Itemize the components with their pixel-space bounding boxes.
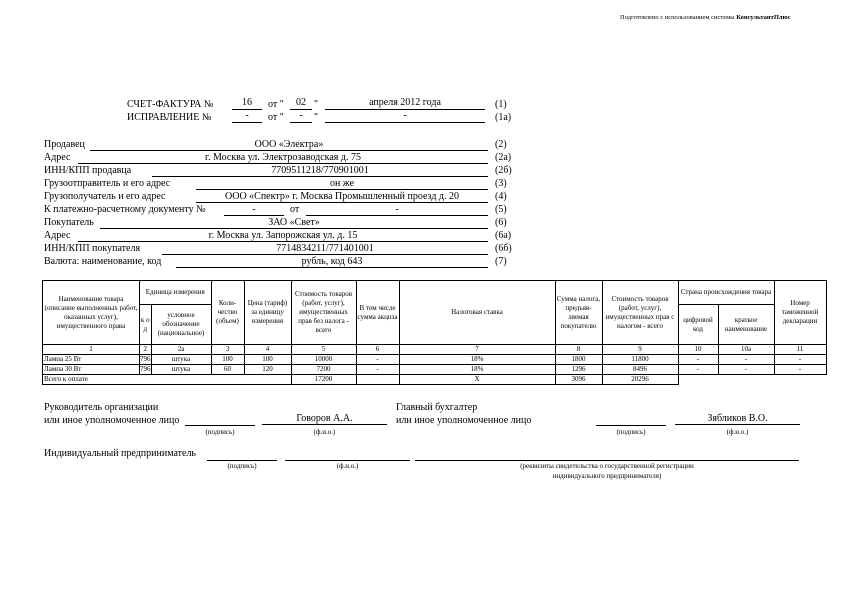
head-fio-hint: (ф.и.о.) <box>313 428 336 436</box>
row-excise: - <box>356 365 399 375</box>
buyer-address-label: Адрес <box>44 230 71 241</box>
buyer-value: ЗАО «Свет» <box>100 217 488 229</box>
column-number: 6 <box>356 345 399 355</box>
header-cost-with-tax: Стоимость товаров (работ, услуг), имущественных прав с налогом - всего <box>602 281 678 345</box>
invoice-number: 16 <box>232 97 262 110</box>
header-customs: Номер таможенной декларации <box>774 281 826 345</box>
head-label-2: или иное уполномоченное лицо <box>44 415 180 426</box>
invoice-code: (1) <box>495 99 507 110</box>
shipper-code: (3) <box>495 178 507 189</box>
credit-prefix: Подготовлено с использованием системы <box>620 14 735 21</box>
row-unit-code: 796 <box>140 365 151 373</box>
accountant-name: Зябликов В.О. <box>675 413 800 425</box>
correction-day: - <box>290 110 312 123</box>
currency-code: (7) <box>495 256 507 267</box>
shipper-label: Грузоотправитель и его адрес <box>44 178 171 189</box>
column-number: 11 <box>774 345 826 355</box>
buyer-label: Покупатель <box>44 217 94 228</box>
payment-doc-number: - <box>224 204 284 216</box>
invoice-quote: " <box>314 99 319 110</box>
row-total: 11800 <box>602 355 678 365</box>
invoice-day: 02 <box>290 97 312 110</box>
shipper-value: он же <box>196 178 488 190</box>
header-name: Наименование товара (описание выполненных работ, оказанных услуг), имущественного права <box>43 281 140 345</box>
seller-address-value: г. Москва ул. Электрозаводская д. 75 <box>78 152 488 164</box>
buyer-address-code: (6а) <box>495 230 512 241</box>
invoice-title: СЧЕТ-ФАКТУРА № <box>127 99 214 110</box>
seller-address-code: (2а) <box>495 152 512 163</box>
currency-label: Валюта: наименование, код <box>44 256 162 267</box>
header-unit-name: условное обозначение (национальное) <box>151 305 211 345</box>
row-country-name: - <box>718 365 774 375</box>
column-number: 4 <box>244 345 291 355</box>
total-tax: 3096 <box>555 375 602 385</box>
accountant-label-2: или иное уполномоченное лицо <box>396 415 532 426</box>
correction-from-label: от " <box>268 112 284 123</box>
header-tax-rate: Налоговая ставка <box>399 281 555 345</box>
buyer-inn-value: 7714834211/771401001 <box>162 243 488 255</box>
requisites-hint-1: (реквизиты свидетельства о государственной регистрации <box>520 462 694 470</box>
payment-doc-code: (5) <box>495 204 507 215</box>
header-qty: Коли- чество (объем) <box>211 281 244 345</box>
seller-code: (2) <box>495 139 507 150</box>
total-row <box>43 375 827 385</box>
payment-doc-label: К платежно-расчетному документу № <box>44 204 206 215</box>
row-qty: 100 <box>211 355 244 365</box>
row-price: 100 <box>244 355 291 365</box>
payment-doc-date: - <box>306 204 488 216</box>
header-unit: Единица измерения <box>140 281 212 305</box>
entrepreneur-sign-hint: (подпись) <box>227 462 257 470</box>
buyer-code: (6) <box>495 217 507 228</box>
entrepreneur-label: Индивидуальный предприниматель <box>44 448 196 459</box>
correction-code: (1а) <box>495 112 512 123</box>
entrepreneur-signature-line <box>207 460 277 461</box>
column-number: 2а <box>151 345 211 355</box>
seller-value: ООО «Электра» <box>90 139 488 151</box>
column-number: 8 <box>555 345 602 355</box>
head-label-1: Руководитель организации <box>44 402 159 413</box>
accountant-label-1: Главный бухгалтер <box>396 402 478 413</box>
total-excise <box>356 375 399 385</box>
column-number: 3 <box>211 345 244 355</box>
table-row <box>43 365 827 375</box>
correction-title: ИСПРАВЛЕНИЕ № <box>127 112 212 123</box>
row-rate: 18% <box>399 365 555 375</box>
row-declaration: - <box>774 365 826 375</box>
header-excise: В том числе сумма акциза <box>356 281 399 345</box>
row-unit: штука <box>151 355 211 365</box>
payment-doc-from: от <box>290 204 300 215</box>
buyer-address-value: г. Москва ул. Запорожская ул. д. 15 <box>78 230 488 242</box>
header-country: Страна происхождения товара <box>678 281 774 305</box>
credit-brand: КонсультантПлюс <box>736 14 791 21</box>
invoice-month-year: апреля 2012 года <box>325 97 485 110</box>
invoice-from-label: от " <box>268 99 284 110</box>
header-tax-sum: Сумма налога, предъяв- ляемая покупателю <box>555 281 602 345</box>
row-country-name: - <box>718 355 774 365</box>
seller-inn-code: (2б) <box>495 165 512 176</box>
row-excise: - <box>356 355 399 365</box>
column-numbers-row <box>43 345 827 355</box>
row-rate: 18% <box>399 355 555 365</box>
header-country-code: цифровой код <box>678 305 718 345</box>
header-cost-no-tax: Стоимость товаров (работ, услуг), имущественных прав без налога - всего <box>291 281 356 345</box>
seller-label: Продавец <box>44 139 85 150</box>
column-number: 5 <box>291 345 356 355</box>
column-number: 10а <box>718 345 774 355</box>
consignee-code: (4) <box>495 191 507 202</box>
row-declaration: - <box>774 355 826 365</box>
row-name: Лампа 25 Вт <box>43 355 140 365</box>
currency-value: рубль, код 643 <box>176 256 488 268</box>
total-rate: X <box>399 375 555 385</box>
header-price: Цена (тариф) за единицу измерения <box>244 281 291 345</box>
row-tax: 1800 <box>555 355 602 365</box>
accountant-signature-line <box>596 425 666 426</box>
column-number: 1 <box>43 345 140 355</box>
row-unit-code: 796 <box>140 355 151 363</box>
entrepreneur-requisites-line <box>415 460 799 461</box>
total-sum: 20296 <box>602 375 678 385</box>
correction-quote: " <box>314 112 319 123</box>
seller-inn-label: ИНН/КПП продавца <box>44 165 132 176</box>
seller-address-label: Адрес <box>44 152 71 163</box>
head-signature-line <box>185 425 255 426</box>
consignee-value: ООО «Спектр» г. Москва Промышленный проезд д. 20 <box>196 191 488 203</box>
row-country-code: - <box>678 365 718 375</box>
seller-inn-value: 7709511218/770901001 <box>152 165 488 177</box>
column-number: 2 <box>140 345 152 355</box>
head-name: Говоров А.А. <box>262 413 387 425</box>
table-row <box>43 355 827 365</box>
row-country-code: - <box>678 355 718 365</box>
total-label: Всего к оплате <box>43 375 292 385</box>
credit-line <box>620 14 790 21</box>
column-number: 10 <box>678 345 718 355</box>
row-cost: 10000 <box>291 355 356 365</box>
header-country-name: краткое наименование <box>718 305 774 345</box>
row-cost: 7200 <box>291 365 356 375</box>
row-unit: штука <box>151 365 211 375</box>
requisites-hint-2: индивидуального предпринимателя) <box>552 472 662 480</box>
row-tax: 1296 <box>555 365 602 375</box>
row-qty: 60 <box>211 365 244 375</box>
consignee-label: Грузополучатель и его адрес <box>44 191 166 202</box>
row-price: 120 <box>244 365 291 375</box>
accountant-fio-hint: (ф.и.о.) <box>726 428 749 436</box>
buyer-inn-label: ИНН/КПП покупателя <box>44 243 141 254</box>
accountant-sign-hint: (подпись) <box>616 428 646 436</box>
entrepreneur-fio-hint: (ф.и.о.) <box>336 462 359 470</box>
column-number: 7 <box>399 345 555 355</box>
row-total: 8496 <box>602 365 678 375</box>
correction-number: - <box>232 110 262 123</box>
entrepreneur-fio-line <box>285 460 410 461</box>
column-number: 9 <box>602 345 678 355</box>
correction-date: - <box>325 110 485 123</box>
total-cost: 17200 <box>291 375 356 385</box>
buyer-inn-code: (6б) <box>495 243 512 254</box>
invoice-table <box>42 280 827 385</box>
header-unit-code: к о д <box>140 305 152 345</box>
row-name: Лампа 30 Вт <box>43 365 140 375</box>
head-sign-hint: (подпись) <box>205 428 235 436</box>
